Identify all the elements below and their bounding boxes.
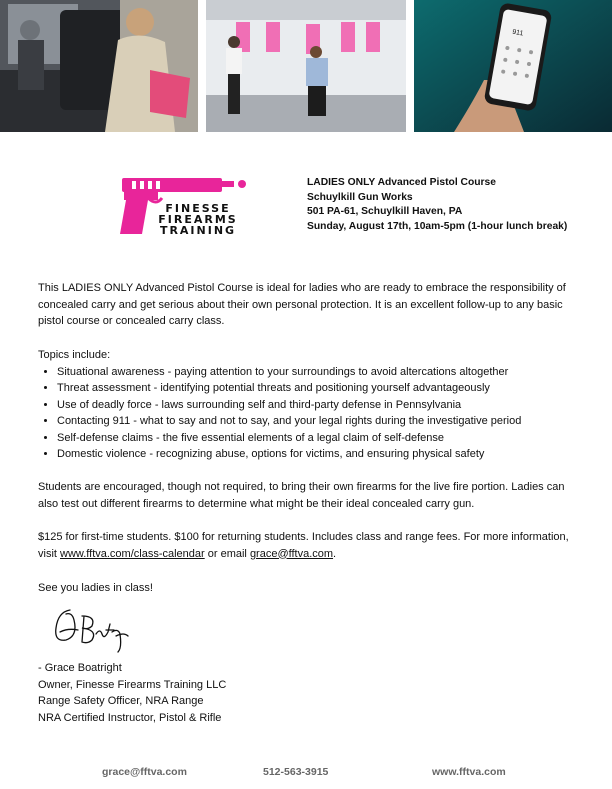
event-address: 501 PA-61, Schuylkill Haven, PA xyxy=(307,206,463,218)
footer-phone[interactable]: 512-563-3915 xyxy=(263,766,329,778)
logo-word-finesse: FINESSE xyxy=(165,202,231,215)
email-link[interactable]: grace@fftva.com xyxy=(249,547,334,560)
logo-word-firearms: FIREARMS xyxy=(158,213,238,226)
event-venue: Schuylkill Gun Works xyxy=(307,191,413,203)
topics-heading: Topics include: xyxy=(38,349,111,361)
topics-section xyxy=(38,347,583,463)
phone-screen-text: 911 xyxy=(511,28,524,38)
handwritten-signature-icon xyxy=(48,602,138,654)
pricing-text xyxy=(38,529,583,562)
intro-paragraph xyxy=(38,280,583,330)
signature-block xyxy=(38,660,583,726)
signoff xyxy=(38,580,583,597)
topic-item: • Threat assessment - identifying potential threats and positioning yourself advantageously xyxy=(57,380,583,397)
signer-name: - Grace Boatright xyxy=(38,662,122,674)
encourage-paragraph xyxy=(38,479,583,512)
signoff-text: See you ladies in class! xyxy=(38,582,153,594)
topic-item: • Situational awareness - paying attention to your surroundings to avoid altercations altogether xyxy=(57,364,583,381)
phone-911-photo xyxy=(414,0,612,132)
pricing-text-after: . xyxy=(333,547,337,560)
pricing-paragraph xyxy=(38,529,583,562)
signer-title-3: NRA Certified Instructor, Pistol & Rifle xyxy=(38,711,222,724)
woman-at-car-photo xyxy=(0,0,198,132)
pricing-text-before: $125 for first-time students. $100 for returning students. Includes class and range fees. For more information, visit xyxy=(38,531,569,560)
signer-title-2: Range Safety Officer, NRA Range xyxy=(38,695,204,707)
logo-word-training: TRAINING xyxy=(159,224,237,237)
topic-item: • Self-defense claims - the five essential elements of a legal claim of self-defense xyxy=(57,430,583,447)
event-info xyxy=(307,176,597,234)
class-calendar-link[interactable]: www.fftva.com/class-calendar xyxy=(60,547,205,560)
footer-email[interactable]: grace@fftva.com xyxy=(102,766,187,778)
event-datetime: Sunday, August 17th, 10am-5pm (1-hour lunch break) xyxy=(307,220,568,232)
pricing-text-middle: or email xyxy=(204,547,250,560)
intro-text: This LADIES ONLY Advanced Pistol Course is ideal for ladies who are ready to embrace the responsibility of concealed carry and get serious about their own personal protection. It is an excellent follow-up to any basic pistol course or concealed carry class. xyxy=(38,282,566,327)
shooting-range-photo xyxy=(206,0,406,132)
topic-item: • Domestic violence - recognizing abuse, options for victims, and ensuring physical safety xyxy=(57,446,583,463)
topic-item: • Use of deadly force - laws surrounding self and third-party defense in Pennsylvania xyxy=(57,397,583,414)
photo-strip xyxy=(0,0,612,132)
encourage-text: Students are encouraged, though not required, to bring their own firearms for the live fire portion. Ladies can also test out different firearms to determine what might be their ideal concealed carry gun. xyxy=(38,481,565,510)
signer-title-1: Owner, Finesse Firearms Training LLC xyxy=(38,678,227,691)
topic-item: • Contacting 911 - what to say and not to say, and your legal rights during the investigative period xyxy=(57,413,583,430)
event-title: LADIES ONLY Advanced Pistol Course xyxy=(307,177,497,188)
topics-list xyxy=(38,364,583,463)
footer-website[interactable]: www.fftva.com xyxy=(432,766,506,778)
